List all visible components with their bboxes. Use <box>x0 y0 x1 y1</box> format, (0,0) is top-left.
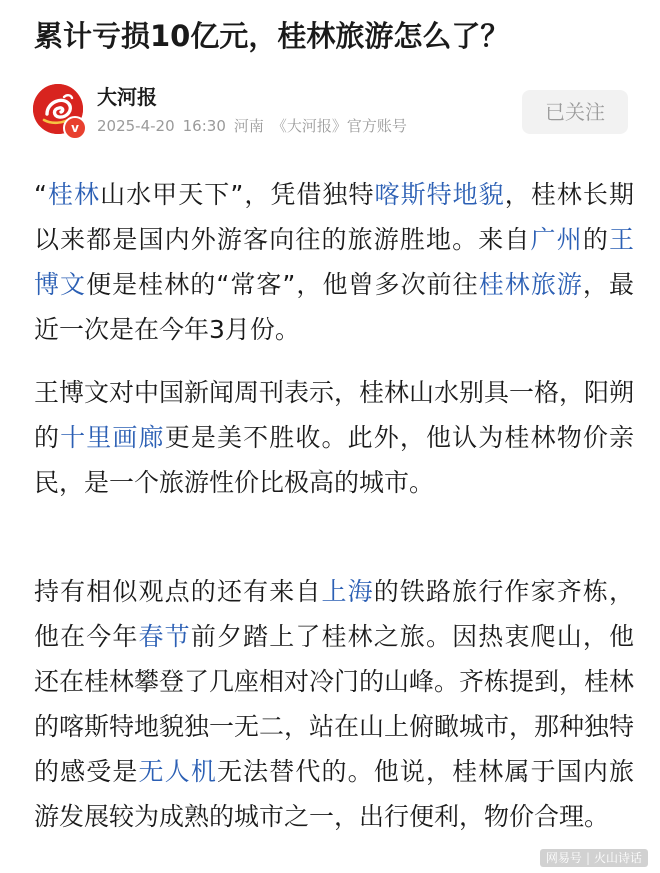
keyword-link[interactable]: 喀斯特地貌 <box>374 180 505 209</box>
watermark-separator: | <box>585 851 590 865</box>
article-meta <box>97 115 415 137</box>
publish-date: 2025-4-20 <box>97 117 175 135</box>
author-name[interactable]: 大河报 <box>97 85 157 109</box>
paragraph-text: 无法替代的。他说，桂林属于国内旅游发展较为成熟的城市之一，出行便利，物价合理。 <box>34 757 634 831</box>
keyword-link[interactable]: 广州 <box>530 225 583 254</box>
paragraph-text: 便是桂林的“常客”，他曾多次前往 <box>86 270 479 299</box>
article-title: 累计亏损10亿元，桂林旅游怎么了？ <box>34 19 510 53</box>
keyword-link[interactable]: 王博文 <box>34 225 634 299</box>
paragraph-text: 持有相似观点的还有来自 <box>34 577 322 606</box>
article-paragraph-1 <box>34 172 634 352</box>
paragraph-text: 山水甲天下”，凭借独特 <box>100 180 375 209</box>
keyword-link[interactable]: 无人机 <box>138 757 217 786</box>
article-paragraph-2 <box>34 370 634 505</box>
watermark-author: 火山诗话 <box>593 851 642 865</box>
paragraph-text: 更是美不胜收。此外，他认为桂林物价亲民，是一个旅游性价比极高的城市。 <box>34 423 634 497</box>
article-paragraph-3 <box>34 569 634 839</box>
keyword-link[interactable]: 桂林 <box>46 180 101 209</box>
author-avatar[interactable] <box>33 84 83 134</box>
follow-button[interactable]: 已关注 <box>522 90 628 134</box>
paragraph-text: “ <box>34 180 47 209</box>
keyword-link[interactable]: 桂林旅游 <box>478 270 583 299</box>
paragraph-text: ，最近一次是在今年3月份。 <box>34 270 634 344</box>
keyword-link[interactable]: 上海 <box>321 577 374 606</box>
watermark <box>540 849 648 867</box>
keyword-link[interactable]: 十里画廊 <box>60 423 165 452</box>
publish-location: 河南 <box>233 117 264 135</box>
paragraph-text: 的铁路旅行作家齐栋，他在今年 <box>34 577 634 651</box>
keyword-link[interactable]: 春节 <box>138 622 191 651</box>
paragraph-text: ，桂林长期以来都是国内外游客向往的旅游胜地。来自 <box>34 180 634 254</box>
paragraph-text: 王博文对中国新闻周刊表示，桂林山水别具一格，阳朔的 <box>34 378 635 452</box>
verified-badge-icon: v <box>63 116 87 140</box>
paragraph-text: 的 <box>582 225 609 254</box>
account-description: 《大河报》官方账号 <box>271 117 407 135</box>
paragraph-text: 前夕踏上了桂林之旅。因热衷爬山，他还在桂林攀登了几座相对冷门的山峰。齐栋提到，桂林的喀斯特地貌独一无二，站在山上俯瞰城市，那种独特的感受是 <box>34 622 635 786</box>
watermark-source: 网易号 <box>545 851 582 865</box>
publish-time: 16:30 <box>182 117 226 135</box>
